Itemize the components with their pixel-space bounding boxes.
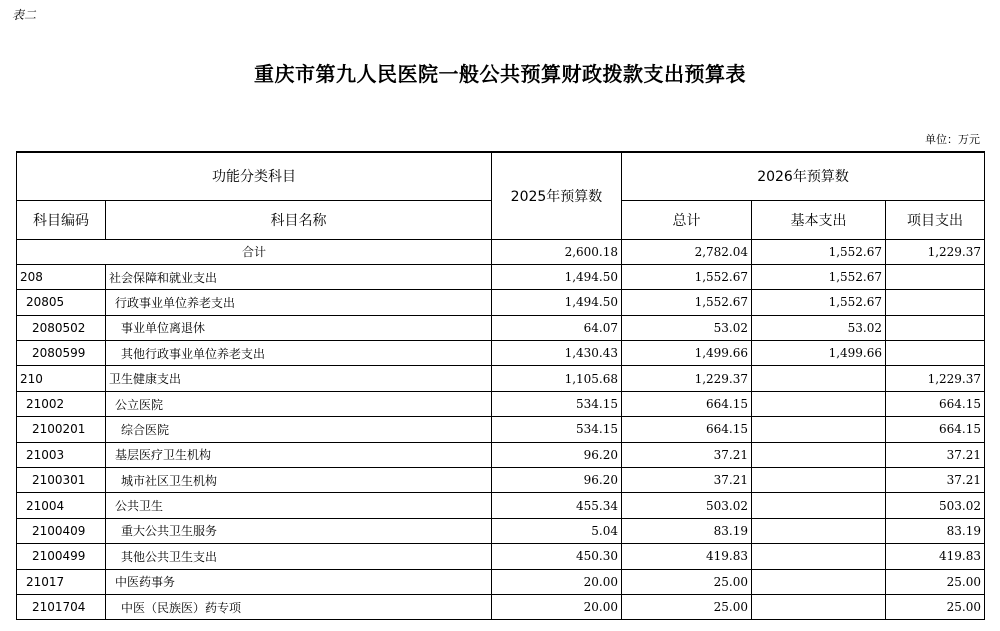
row-2026-basic (752, 544, 886, 569)
row-2026-project: 25.00 (886, 569, 985, 594)
row-code: 2100301 (17, 468, 106, 493)
row-2025: 20.00 (492, 594, 622, 619)
row-2026-project: 25.00 (886, 594, 985, 619)
row-2025: 534.15 (492, 417, 622, 442)
total-label: 合计 (17, 239, 492, 264)
table-row (17, 569, 985, 594)
table-row (17, 341, 985, 366)
row-2026-project: 37.21 (886, 468, 985, 493)
row-2026-basic: 1,552.67 (752, 264, 886, 289)
row-name: 重大公共卫生服务 (106, 518, 492, 543)
row-2026-basic (752, 391, 886, 416)
row-2026-total: 83.19 (622, 518, 752, 543)
table-body (17, 239, 985, 620)
row-2026-project (886, 341, 985, 366)
row-2026-project: 83.19 (886, 518, 985, 543)
row-name: 事业单位离退休 (106, 315, 492, 340)
row-2026-basic (752, 468, 886, 493)
row-name: 中医药事务 (106, 569, 492, 594)
row-2026-project (886, 290, 985, 315)
table-row (17, 518, 985, 543)
header-budget-2026: 2026年预算数 (622, 152, 985, 200)
table-row (17, 442, 985, 467)
total-2026-basic: 1,552.67 (752, 239, 886, 264)
row-2026-project: 503.02 (886, 493, 985, 518)
row-name: 其他公共卫生支出 (106, 544, 492, 569)
header-name: 科目名称 (106, 200, 492, 239)
row-2025: 455.34 (492, 493, 622, 518)
row-name: 行政事业单位养老支出 (106, 290, 492, 315)
row-2026-total: 25.00 (622, 569, 752, 594)
row-2026-total: 1,552.67 (622, 290, 752, 315)
row-code: 20805 (17, 290, 106, 315)
row-code: 210 (17, 366, 106, 391)
table-row (17, 493, 985, 518)
row-2025: 20.00 (492, 569, 622, 594)
row-2026-total: 37.21 (622, 442, 752, 467)
row-2026-project (886, 264, 985, 289)
table-row (17, 417, 985, 442)
row-code: 2101704 (17, 594, 106, 619)
total-2026-total: 2,782.04 (622, 239, 752, 264)
table-row (17, 290, 985, 315)
row-2026-basic (752, 493, 886, 518)
row-2025: 1,494.50 (492, 264, 622, 289)
row-2025: 96.20 (492, 442, 622, 467)
row-2026-basic: 1,552.67 (752, 290, 886, 315)
table-row (17, 391, 985, 416)
row-code: 2100499 (17, 544, 106, 569)
row-2026-project: 37.21 (886, 442, 985, 467)
header-budget-2025: 2025年预算数 (492, 152, 622, 239)
header-basic: 基本支出 (752, 200, 886, 239)
row-2025: 534.15 (492, 391, 622, 416)
row-name: 中医（民族医）药专项 (106, 594, 492, 619)
row-2026-basic (752, 594, 886, 619)
row-2025: 96.20 (492, 468, 622, 493)
unit-label: 单位：万元 (925, 133, 980, 146)
row-2026-basic (752, 569, 886, 594)
row-name: 城市社区卫生机构 (106, 468, 492, 493)
row-2026-total: 1,552.67 (622, 264, 752, 289)
row-name: 基层医疗卫生机构 (106, 442, 492, 467)
table-row (17, 264, 985, 289)
total-2026-project: 1,229.37 (886, 239, 985, 264)
table-number: 表二 (12, 8, 37, 22)
row-2025: 64.07 (492, 315, 622, 340)
table-row (17, 366, 985, 391)
row-2025: 1,494.50 (492, 290, 622, 315)
row-2026-total: 419.83 (622, 544, 752, 569)
row-2025: 1,430.43 (492, 341, 622, 366)
row-2026-basic (752, 518, 886, 543)
row-2026-basic: 1,499.66 (752, 341, 886, 366)
table-row (17, 594, 985, 619)
row-code: 2080502 (17, 315, 106, 340)
row-name: 公共卫生 (106, 493, 492, 518)
row-code: 21004 (17, 493, 106, 518)
header-func-class: 功能分类科目 (17, 152, 492, 200)
header-project: 项目支出 (886, 200, 985, 239)
total-2025: 2,600.18 (492, 239, 622, 264)
row-2026-basic: 53.02 (752, 315, 886, 340)
row-2026-total: 1,499.66 (622, 341, 752, 366)
total-row (17, 239, 985, 264)
row-code: 2100409 (17, 518, 106, 543)
row-2026-project: 664.15 (886, 417, 985, 442)
row-2026-total: 53.02 (622, 315, 752, 340)
row-code: 2080599 (17, 341, 106, 366)
row-code: 2100201 (17, 417, 106, 442)
row-2026-total: 25.00 (622, 594, 752, 619)
row-code: 208 (17, 264, 106, 289)
row-2026-project (886, 315, 985, 340)
row-2025: 1,105.68 (492, 366, 622, 391)
row-2026-project: 664.15 (886, 391, 985, 416)
row-2026-project: 419.83 (886, 544, 985, 569)
row-name: 综合医院 (106, 417, 492, 442)
table-row (17, 468, 985, 493)
row-name: 卫生健康支出 (106, 366, 492, 391)
row-2026-total: 664.15 (622, 391, 752, 416)
row-2026-total: 1,229.37 (622, 366, 752, 391)
row-name: 其他行政事业单位养老支出 (106, 341, 492, 366)
row-2026-basic (752, 366, 886, 391)
row-2025: 450.30 (492, 544, 622, 569)
header-total: 总计 (622, 200, 752, 239)
row-2026-total: 37.21 (622, 468, 752, 493)
row-name: 社会保障和就业支出 (106, 264, 492, 289)
budget-table (16, 151, 985, 620)
row-2026-basic (752, 417, 886, 442)
table-row (17, 315, 985, 340)
row-2026-basic (752, 442, 886, 467)
row-2026-total: 664.15 (622, 417, 752, 442)
row-code: 21017 (17, 569, 106, 594)
header-code: 科目编码 (17, 200, 106, 239)
table-row (17, 544, 985, 569)
row-2025: 5.04 (492, 518, 622, 543)
page-title: 重庆市第九人民医院一般公共预算财政拨款支出预算表 (254, 62, 746, 86)
row-code: 21002 (17, 391, 106, 416)
row-2026-total: 503.02 (622, 493, 752, 518)
row-name: 公立医院 (106, 391, 492, 416)
row-2026-project: 1,229.37 (886, 366, 985, 391)
row-code: 21003 (17, 442, 106, 467)
